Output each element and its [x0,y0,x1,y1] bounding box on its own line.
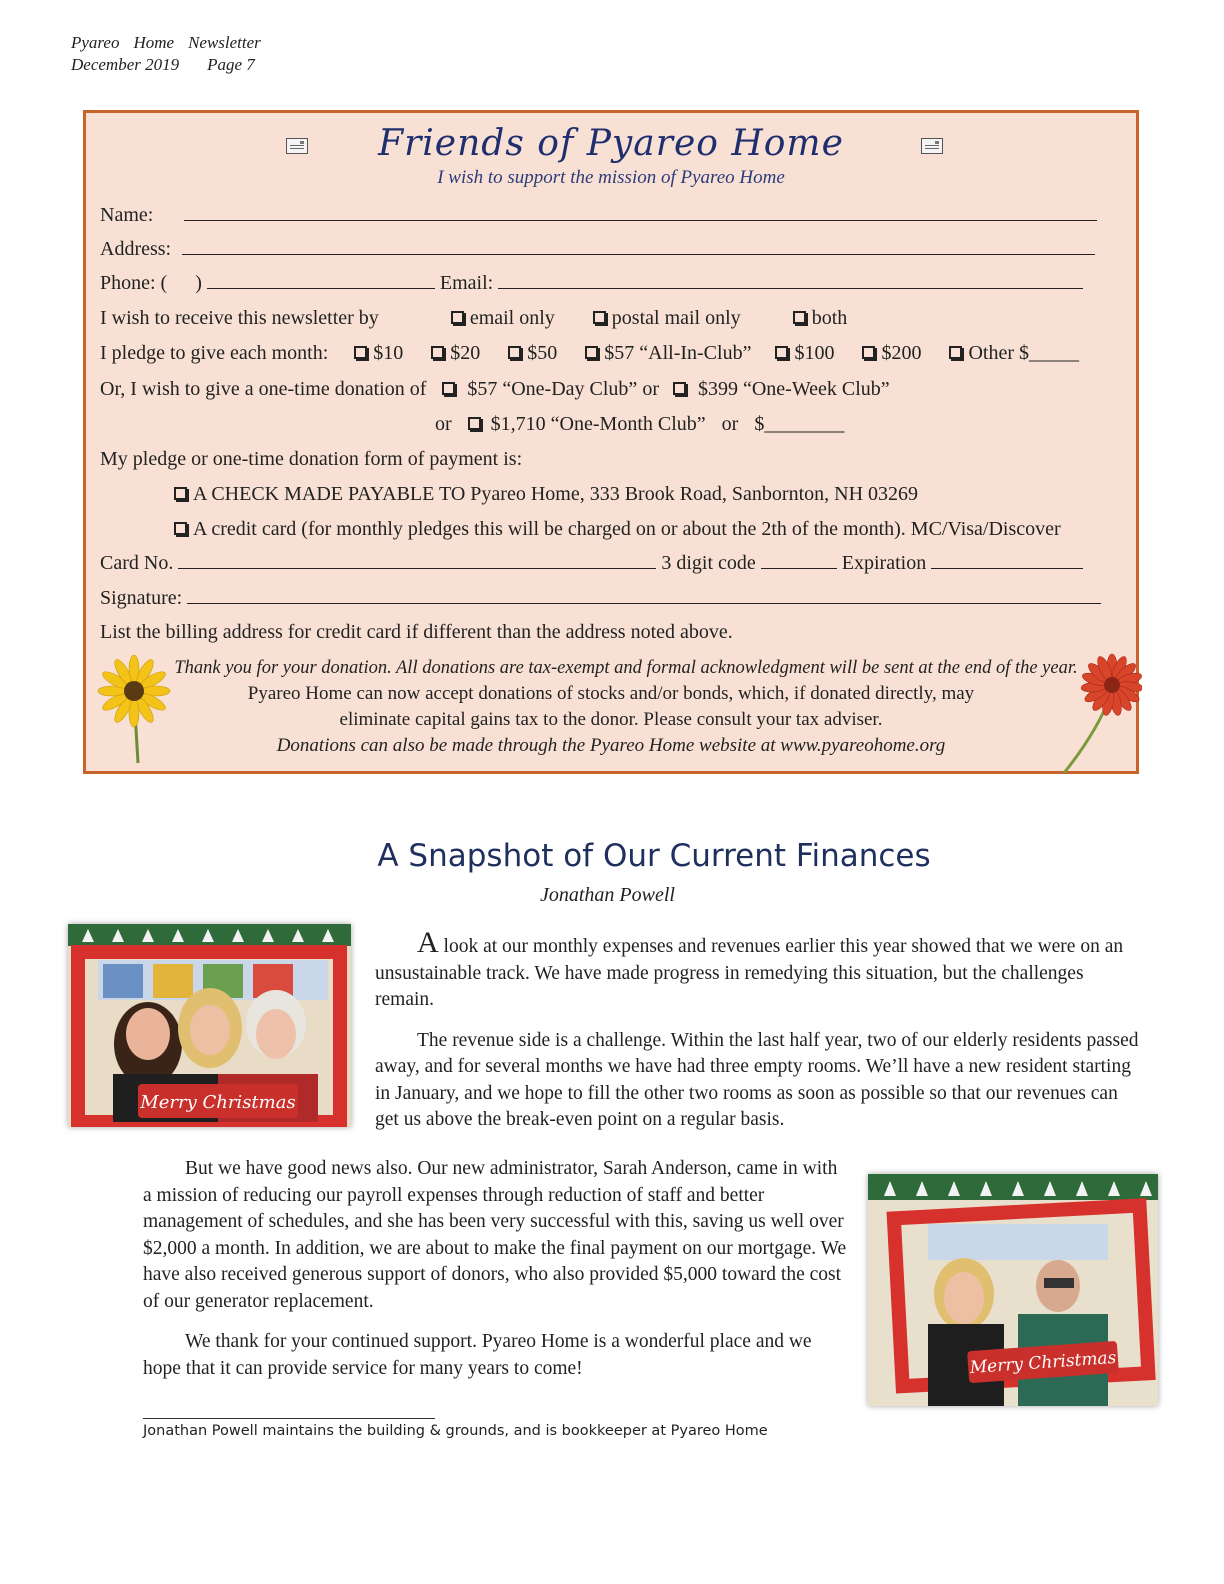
form-title: Friends of Pyareo Home [378,123,844,164]
header-date: December 2019 [71,55,180,74]
checkbox-icon[interactable] [431,346,444,359]
pledge-option-100[interactable]: $100 [775,342,834,364]
red-flower-icon [1056,653,1142,775]
article-body-bottom [143,1156,848,1382]
or-text: or [721,413,739,435]
pledge-option-10[interactable]: $10 [354,342,403,364]
christmas-photo-2-image [868,1174,1158,1406]
checkbox-icon[interactable] [468,417,481,430]
paragraph-2: The revenue side is a challenge. Within the last half year, two of our elderly residents passed away, and for several months we have had three empty rooms. We’ll have a new resident starting in January, and we hope to fill the other two rooms as soon as possible so that our revenues can get us above the break-even point on a regular basis. [375,1029,1139,1130]
phone-close: ) [195,272,202,294]
signature-field[interactable] [187,585,1101,604]
onetime-label: Or, I wish to give a one-time donation of [100,378,427,400]
frame-text: Merry Christmas [969,1347,1117,1379]
checkbox-icon[interactable] [949,346,962,359]
name-field[interactable] [184,202,1097,221]
checkbox-icon[interactable] [793,311,806,324]
billing-note: List the billing address for credit card if different than the address noted above. [100,621,733,643]
paragraph-3: But we have good news also. Our new administrator, Sarah Anderson, came in with a mission of reducing our payroll expenses through reduction of staff and better management of schedules, and she has been very successful with this, saving us well over $2,000 a month. In addition, we are about to make the final payment on our mortgage. We have also received generous support of donors, who also provided $5,000 toward the cost of our generator replacement. [143,1158,847,1312]
thanks-text: Thank you for your donation. All donations are tax-exempt and formal acknowledgment will be sent at the end of the year. [174,658,1078,678]
checkbox-icon[interactable] [673,382,686,395]
code-field[interactable] [761,550,837,569]
frame-text: Merry Christmas [140,1092,296,1113]
onetime-option-one-week[interactable]: $399 “One-Week Club” [673,378,890,400]
onetime-other-amount[interactable]: $________ [754,413,845,435]
newsletter-header [71,32,275,76]
pledge-option-other[interactable]: Other $_____ [949,342,1079,364]
checkbox-icon[interactable] [585,346,598,359]
christmas-photo-2 [868,1174,1158,1406]
article-title: A Snapshot of Our Current Finances [377,838,931,874]
header-publication-3: Newsletter [188,33,261,52]
checkbox-icon[interactable] [174,487,187,500]
checkbox-icon[interactable] [174,522,187,535]
yellow-flower-icon [94,653,174,765]
signature-label: Signature: [100,587,183,609]
pledge-label: I pledge to give each month: [100,342,329,364]
pledge-option-57[interactable]: $57 “All-In-Club” [585,342,751,364]
donation-form [83,110,1139,774]
onetime-option-one-month[interactable]: $1,710 “One-Month Club” [468,413,706,435]
thanks-block [146,655,1076,759]
name-row [100,202,1124,228]
or-text: or [642,378,659,400]
stocks-line-2: eliminate capital gains tax to the donor. Please consult your tax adviser. [339,709,883,730]
checkbox-icon[interactable] [862,346,875,359]
onetime-option-one-day[interactable]: $57 “One-Day Club” [442,378,637,400]
footnote-rule [143,1418,435,1419]
address-field[interactable] [182,236,1095,255]
payment-check-option[interactable]: A CHECK MADE PAYABLE TO Pyareo Home, 333 Brook Road, Sanbornton, NH 03269 [174,481,1124,507]
expiration-field[interactable] [931,550,1083,569]
checkbox-icon[interactable] [775,346,788,359]
article-body-top [375,926,1143,1134]
onetime-row-2 [435,411,1124,437]
paragraph-4: We thank for your continued support. Pyareo Home is a wonderful place and we hope that it can provide service for many years to come! [143,1331,812,1379]
pledge-option-20[interactable]: $20 [431,342,480,364]
checkbox-icon[interactable] [354,346,367,359]
header-publication-2: Home [133,33,175,52]
payment-label: My pledge or one-time donation form of payment is: [100,448,523,470]
christmas-photo-1 [68,924,351,1127]
or-text: or [435,413,452,435]
checkbox-icon[interactable] [442,382,455,395]
phone-field[interactable] [207,270,435,289]
website-note: Donations can also be made through the Pyareo Home website at www.pyareohome.org [276,735,946,756]
receive-email-option[interactable]: email only [451,307,555,329]
receive-label: I wish to receive this newsletter by [100,307,379,329]
form-subtitle: I wish to support the mission of Pyareo Home [437,167,785,188]
card-number-field[interactable] [178,550,656,569]
card-row [100,550,1124,576]
code-label: 3 digit code [661,552,756,574]
checkbox-icon[interactable] [508,346,521,359]
checkbox-icon[interactable] [593,311,606,324]
signature-row [100,585,1124,611]
pledge-row [100,340,1124,366]
article-byline: Jonathan Powell [540,884,675,906]
phone-email-row [100,270,1124,296]
email-field[interactable] [498,270,1083,289]
card-label: Card No. [100,552,174,574]
email-label: Email: [439,272,494,294]
phone-label: Phone: ( [100,272,168,294]
paragraph-1: A look at our monthly expenses and revenues earlier this year showed that we were on an unsustainable track. We have made progress in remedying this situation, but the challenges remain. [375,926,1124,1010]
stocks-line-1: Pyareo Home can now accept donations of stocks and/or bonds, which, if donated directly, may [247,683,975,704]
pledge-option-200[interactable]: $200 [862,342,921,364]
onetime-row [100,376,1124,402]
header-publication-1: Pyareo [71,33,120,52]
footnote: Jonathan Powell maintains the building & grounds, and is bookkeeper at Pyareo Home [143,1423,768,1439]
christmas-photo-1-image [68,924,351,1127]
receive-row [100,305,1124,331]
header-page: Page 7 [207,55,255,74]
expiration-label: Expiration [841,552,927,574]
address-label: Address: [100,238,172,260]
receive-both-option[interactable]: both [793,307,848,329]
checkbox-icon[interactable] [451,311,464,324]
name-label: Name: [100,204,154,226]
dropcap-letter: A [417,926,439,959]
address-row [100,236,1124,262]
payment-card-option[interactable]: A credit card (for monthly pledges this will be charged on or about the 2th of the month). MC/Visa/Discover [174,516,1136,542]
pledge-option-50[interactable]: $50 [508,342,557,364]
receive-postal-option[interactable]: postal mail only [593,307,741,329]
